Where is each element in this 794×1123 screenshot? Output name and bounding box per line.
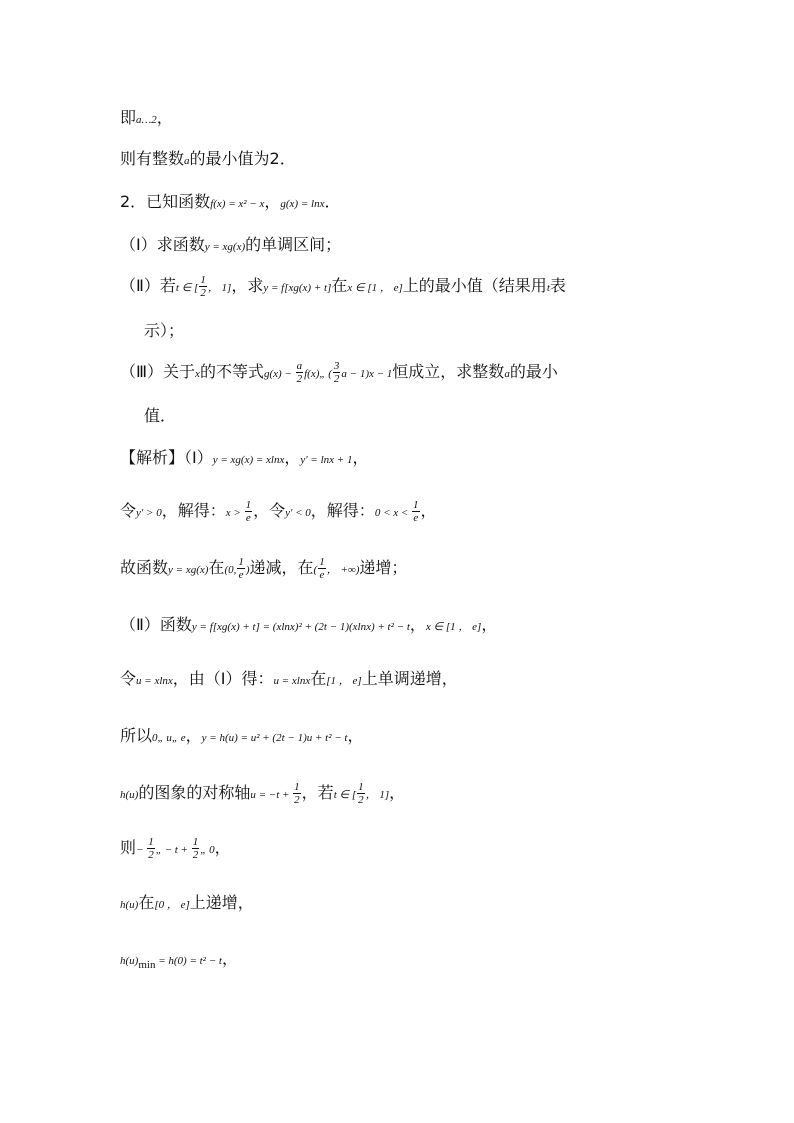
question-2-part-2-cont xyxy=(144,320,184,342)
math: y = h(u) = u² + (2t − 1)u + t² − t xyxy=(201,732,348,744)
text: ，解得： xyxy=(310,501,375,520)
math: u = −t + xyxy=(250,789,293,801)
fraction: $\frac{1}{e}$ xyxy=(319,556,325,581)
text: 上递增， xyxy=(189,893,254,912)
fraction: $\frac{1}{e}$ xyxy=(238,556,244,581)
math: g(x) = lnx xyxy=(280,198,325,210)
text: ， xyxy=(420,501,437,520)
fraction: $\frac{a}{2}$ xyxy=(296,360,303,385)
math: u = xlnx xyxy=(136,675,173,687)
text: ， xyxy=(156,108,173,127)
text: ， xyxy=(409,615,426,634)
math: = h(0) = t² − t xyxy=(155,955,222,967)
text: ，由（Ⅰ）得： xyxy=(172,669,274,688)
text: 的图象的对称轴 xyxy=(138,783,251,802)
math: ， 1] xyxy=(207,282,232,294)
solution-line-6 xyxy=(120,725,364,749)
text: 令 xyxy=(120,669,137,688)
text: 递增； xyxy=(359,558,408,577)
math: „ 0 xyxy=(200,844,215,856)
math: h(u) xyxy=(120,899,139,911)
text: 的单调区间； xyxy=(245,235,342,254)
math: [1 ， e] xyxy=(326,675,362,687)
math: x ∈ [1 ， e] xyxy=(425,621,482,633)
fraction: $\frac{3}{2}$ xyxy=(333,360,340,385)
text: 在 xyxy=(310,669,327,688)
solution-line-8 xyxy=(120,836,231,861)
math: „ − t + xyxy=(155,844,191,856)
math: a…2 xyxy=(136,114,157,126)
math: x xyxy=(195,368,200,380)
text: 递减，在 xyxy=(249,558,314,577)
math: t ∈ [ xyxy=(175,282,199,294)
math: x ∈ [1 ， e] xyxy=(347,282,403,294)
text: 的最小 xyxy=(509,362,558,381)
text: 上单调递增， xyxy=(361,669,458,688)
math: ) xyxy=(245,564,250,576)
text: （Ⅱ）若 xyxy=(120,276,176,295)
math: y′ < 0 xyxy=(285,507,311,519)
math: t xyxy=(546,282,550,294)
text: 的最小值为2． xyxy=(189,149,296,168)
text: 在 xyxy=(331,276,348,295)
math: a − 1)x − 1 xyxy=(341,368,393,380)
text: 则有整数 xyxy=(120,149,185,168)
text: 恒成立，求整数 xyxy=(392,362,505,381)
solution-line-4 xyxy=(120,614,497,638)
text: 示）； xyxy=(144,321,185,340)
text: 上的最小值（结果用 xyxy=(402,276,547,295)
math: y′ = lnx + 1 xyxy=(300,454,353,466)
math: u = xlnx xyxy=(273,675,311,687)
question-2-part-1 xyxy=(120,234,341,258)
math: (0, xyxy=(224,564,237,576)
text: 令 xyxy=(120,501,137,520)
solution-line-1 xyxy=(120,447,368,471)
fraction: $\frac{1}{e}$ xyxy=(413,499,419,524)
line-1 xyxy=(120,107,173,131)
math: 0 < x < xyxy=(374,507,412,519)
question-2-head xyxy=(120,191,340,215)
math: h(u) xyxy=(120,789,139,801)
math: h(u) xyxy=(120,955,139,967)
math: y = f[xg(x) + t] xyxy=(263,282,332,294)
math: y = xg(x) xyxy=(168,564,209,576)
text: 值． xyxy=(144,406,177,425)
fraction: $\frac{1}{2}$ xyxy=(294,781,300,806)
text: 所以 xyxy=(120,726,153,745)
math: y = xg(x) xyxy=(204,241,246,253)
text: 在 xyxy=(138,893,155,912)
text: （Ⅱ）函数 xyxy=(120,615,192,634)
text: ， xyxy=(214,838,231,857)
math-subscript: min xyxy=(138,959,156,972)
text: ． xyxy=(324,192,341,211)
text: （Ⅲ）关于 xyxy=(120,362,196,381)
solution-line-10 xyxy=(120,948,238,976)
solution-line-2 xyxy=(120,499,437,524)
text: ， xyxy=(221,949,238,968)
math: y = xg(x) = xlnx xyxy=(212,454,285,466)
math: f(x)„ ( xyxy=(304,368,332,380)
fraction: $\frac{1}{2}$ xyxy=(148,836,154,861)
text: ，若 xyxy=(301,783,334,802)
text: 表 xyxy=(549,276,566,295)
text: ， xyxy=(185,726,202,745)
text: 则 xyxy=(120,838,137,857)
text: （Ⅰ）求函数 xyxy=(120,235,205,254)
fraction: $\frac{1}{e}$ xyxy=(245,499,252,524)
text: ，求 xyxy=(231,276,264,295)
text: ， xyxy=(481,615,498,634)
math: g(x) − xyxy=(263,368,295,380)
text: 2．已知函数 xyxy=(120,192,211,211)
text: 的不等式 xyxy=(199,362,264,381)
math: ， +∞) xyxy=(326,564,360,576)
math: y′ > 0 xyxy=(136,507,162,519)
math: [0 ， e] xyxy=(154,899,190,911)
text: ， xyxy=(284,448,301,467)
math: f(x) = x² − x xyxy=(210,198,265,210)
text: 故函数 xyxy=(120,558,169,577)
fraction: $\frac{1}{2}$ xyxy=(192,836,199,861)
text: ， xyxy=(347,726,364,745)
question-2-part-3 xyxy=(120,360,558,385)
solution-line-3 xyxy=(120,556,407,581)
text: ， xyxy=(264,192,281,211)
math: ， 1] xyxy=(365,789,390,801)
math: 0„ u„ e xyxy=(152,732,186,744)
math: ( xyxy=(313,564,318,576)
solution-line-9 xyxy=(120,892,254,916)
text: ，解得： xyxy=(161,501,226,520)
question-2-part-2 xyxy=(120,274,566,299)
line-2 xyxy=(120,148,296,172)
fraction: $\frac{1}{2}$ xyxy=(358,781,364,806)
text: ， xyxy=(389,783,406,802)
math: t ∈ [ xyxy=(333,789,357,801)
solution-line-7 xyxy=(120,781,405,806)
math: x > xyxy=(225,507,244,519)
question-2-part-3-cont xyxy=(144,405,176,427)
text: 【解析】（Ⅰ） xyxy=(120,448,213,467)
text: ， xyxy=(352,448,369,467)
math: y = f[xg(x) + t] = (xlnx)² + (2t − 1)(xlnx) + t² − t xyxy=(191,621,410,633)
solution-line-5 xyxy=(120,668,458,692)
math: a xyxy=(504,368,510,380)
text: 即 xyxy=(120,108,137,127)
math: − xyxy=(136,844,147,856)
text: ，令 xyxy=(253,501,286,520)
text: 在 xyxy=(208,558,225,577)
fraction: $\frac{1}{2}$ xyxy=(200,274,206,299)
math: a xyxy=(184,155,190,167)
